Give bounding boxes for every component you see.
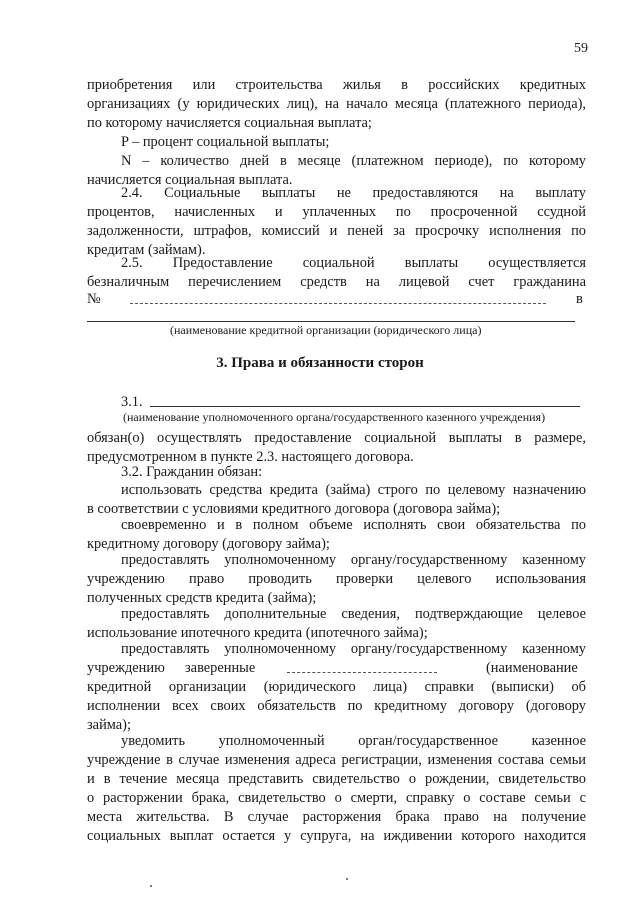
clause-3-2-title	[87, 463, 586, 482]
credit-org-blank	[87, 321, 575, 322]
text-line: учреждению право проводить проверки целевого использования	[87, 571, 586, 587]
text-line: предоставлять уполномоченному органу/государственному казенному	[121, 641, 586, 657]
text-line: и в течение месяца представить свидетельство о рождении, свидетельство	[87, 771, 586, 787]
clause-3-1-text	[87, 429, 586, 467]
text-line: (наименование	[486, 660, 578, 676]
text-line: своевременно и в полном объеме исполнять свои обязательства по	[121, 517, 586, 533]
obligation-additional-info	[87, 605, 586, 643]
scan-speck	[150, 885, 152, 887]
scan-speck	[346, 878, 348, 880]
caption-authority: (наименование уполномоченного органа/государственного казенного учреждения)	[123, 410, 546, 424]
section-title: 3. Права и обязанности сторон	[216, 355, 424, 371]
credit-org-name-blank	[287, 672, 437, 673]
text-line: использование ипотечного кредита (ипотечного займа);	[87, 625, 428, 641]
obligation-use-funds	[87, 481, 586, 519]
text-line: обязан(о) осуществлять предоставление социальной выплаты в размере,	[87, 430, 586, 446]
text-line: безналичным перечислением средств на лицевой счет гражданина	[87, 274, 586, 290]
text-line: приобретения или строительства жилья в российских кредитных	[87, 77, 586, 93]
clause-2-5	[87, 254, 586, 292]
text-line: P – процент социальной выплаты;	[121, 134, 330, 150]
obligation-certificates	[87, 640, 586, 659]
text-line: займа);	[87, 717, 131, 733]
text-line: организациях (у юридических лиц), на начало месяца (платежного периода),	[87, 96, 586, 112]
text-line: заверенные	[185, 660, 256, 676]
text-line: кредитам (займам).	[87, 242, 206, 258]
account-number-blank	[130, 303, 546, 304]
text-line: исполнении всех своих обязательств по кредитному договору (договору	[87, 698, 586, 714]
text-line: предоставлять уполномоченному органу/государственному казенному	[121, 552, 586, 568]
text-line: кредитному договору (договору займа);	[87, 536, 330, 552]
text-line: задолженности, штрафов, комиссий и пеней за просрочку исполнения по	[87, 223, 586, 239]
text-line: учреждение в случае изменения адреса регистрации, изменения состава семьи	[87, 752, 586, 768]
obligation-fulfil	[87, 516, 586, 554]
text-line: предусмотренном в пункте 2.3. настоящего договора.	[87, 449, 414, 465]
clause-3-1-label: 3.1.	[121, 394, 143, 410]
text-line: уведомить уполномоченный орган/государственное казенное	[121, 733, 586, 749]
text-line: полученных средств кредита (займа);	[87, 590, 317, 606]
obligation-inspection	[87, 551, 586, 608]
text-line: учреждению	[87, 660, 165, 676]
text-line: кредитной организации (юридического лица) справки (выписки) об	[87, 679, 586, 695]
number-sign: №	[87, 291, 101, 307]
text-line: 2.5. Предоставление социальной выплаты осуществляется	[121, 255, 586, 271]
text-line: процентов, начисленных и уплаченных по просроченной ссудной	[87, 204, 586, 220]
text-line: места жительства. В случае расторжения брака право на получение	[87, 809, 586, 825]
paragraph-p-definition	[87, 133, 586, 152]
text-line: предоставлять дополнительные сведения, подтверждающие целевое	[121, 606, 586, 622]
authority-blank	[150, 406, 580, 407]
obligation-certificates-cont	[87, 678, 586, 735]
text-line: в соответствии с условиями кредитного договора (договора займа);	[87, 501, 501, 517]
text-line: 3.2. Гражданин обязан:	[121, 464, 263, 480]
text-line: 2.4. Социальные выплаты не предоставляются на выплату	[121, 185, 586, 201]
paragraph-acquisition	[87, 76, 586, 133]
text-line: использовать средства кредита (займа) строго по целевому назначению	[121, 482, 586, 498]
text-line: начисляется социальная выплата.	[87, 172, 293, 188]
clause-2-4	[87, 184, 586, 260]
caption-credit-org: (наименование кредитной организации (юридического лица)	[170, 323, 482, 337]
letter-v: в	[576, 291, 583, 307]
text-line: N – количество дней в месяце (платежном периоде), по которому	[121, 153, 586, 169]
page-number: 59	[574, 41, 588, 56]
text-line: о расторжении брака, свидетельство о смерти, справку о составе семьи с	[87, 790, 586, 806]
text-line: по которому начисляется социальная выплата;	[87, 115, 372, 131]
obligation-notify	[87, 732, 586, 846]
text-line: социальных выплат остается у супруга, на иждивении которого находится	[87, 828, 586, 844]
